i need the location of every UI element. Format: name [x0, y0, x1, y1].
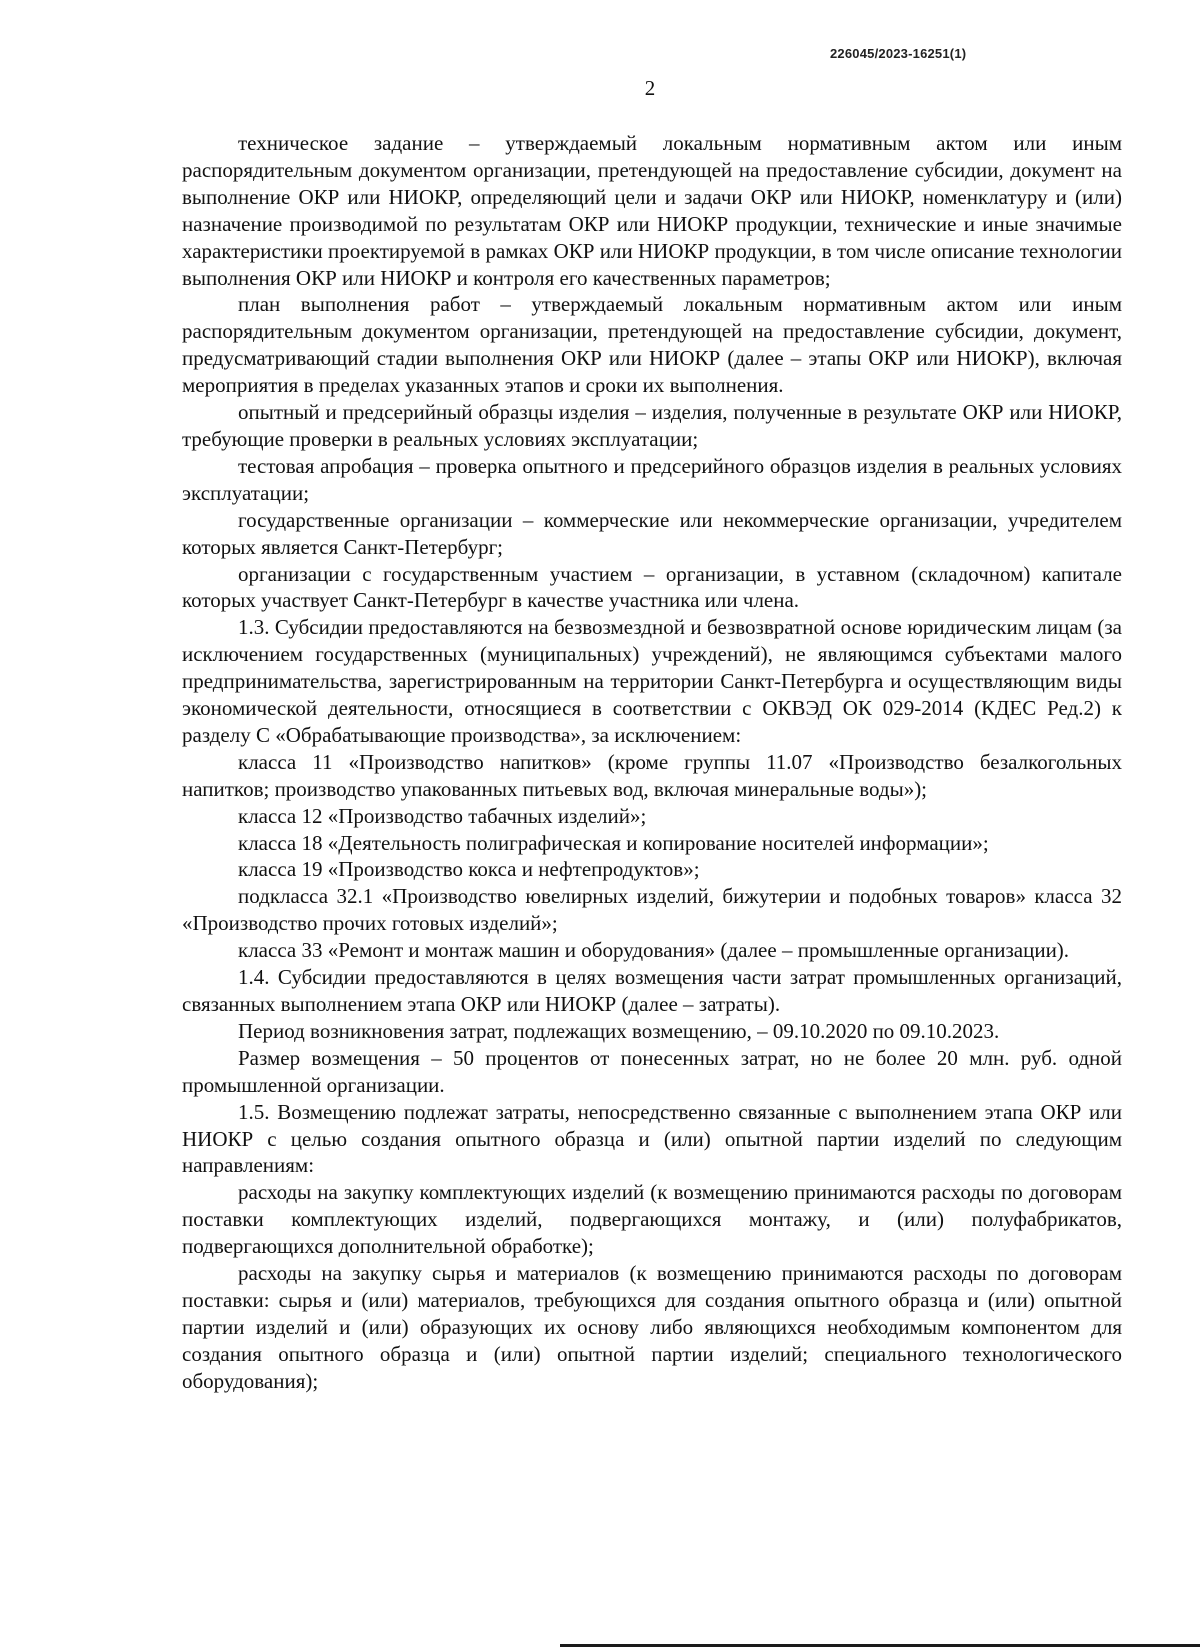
paragraph-class-18: класса 18 «Деятельность полиграфическая и копирование носителей информации»;	[238, 830, 989, 855]
paragraph-prototype: опытный и предсерийный образцы изделия – изделия, полученные в результате ОКР или НИОКР, требующие проверки в реальных условиях эксплуатации;	[182, 400, 1122, 451]
document-body	[182, 130, 1122, 1395]
paragraph-work-plan: план выполнения работ – утверждаемый локальным нормативным актом или иным распорядительным документом организации, претендующей на предоставление субсидии, документ, предусматривающий стадии выполнения ОКР или НИОКР (далее – этапы ОКР или НИОКР), включая мероприятия в пределах указанных этапов и сроки их выполнения.	[182, 292, 1122, 398]
paragraph-compensation-size: Размер возмещения – 50 процентов от понесенных затрат, но не более 20 млн. руб. одной промышленной организации.	[182, 1045, 1122, 1097]
paragraph-state-organizations: государственные организации – коммерческие или некоммерческие организации, учредителем которых является Санкт-Петербург;	[182, 507, 1122, 559]
paragraph-technical-task: техническое задание – утверждаемый локальным нормативным актом или иным распорядительным документом организации, претендующей на предоставление субсидии, документ на выполнение ОКР или НИОКР, определяющий цели и задачи ОКР или НИОКР, номенклатуру и (или) назначение производимой по результатам ОКР или НИОКР продукции, технические и иные значимые характеристики проектируемой в рамках ОКР или НИОКР продукции, в том числе описание технологии выполнения ОКР или НИОКР и контроля его качественных параметров;	[182, 131, 1122, 290]
paragraph-subclass-32-1: подкласса 32.1 «Производство ювелирных изделий, бижутерии и подобных товаров» класса 32 «Производство прочих готовых изделий»;	[182, 884, 1122, 936]
paragraph-components-costs: расходы на закупку комплектующих изделий (к возмещению принимаются расходы по договорам поставки комплектующих изделий, подвергающихся монтажу, и (или) полуфабрикатов, подвергающихся дополнительной обработке);	[182, 1180, 1122, 1259]
page-number: 2	[644, 76, 656, 100]
paragraph-class-12: класса 12 «Производство табачных изделий»;	[238, 803, 647, 828]
paragraph-class-11: класса 11 «Производство напитков» (кроме группы 11.07 «Производство безалкогольных напитков; производство упакованных питьевых вод, включая минеральные воды»);	[182, 749, 1122, 801]
paragraph-state-participation: организации с государственным участием – организации, в уставном (складочном) капитале которых участвует Санкт-Петербург в качестве участника или члена.	[182, 561, 1122, 613]
scan-edge-line	[560, 1644, 1200, 1647]
paragraph-class-33: класса 33 «Ремонт и монтаж машин и оборудования» (далее – промышленные организации).	[238, 938, 1070, 963]
paragraph-1-4: 1.4. Субсидии предоставляются в целях возмещения части затрат промышленных организаций, связанных выполнением этапа ОКР или НИОКР (далее – затраты).	[182, 965, 1122, 1016]
paragraph-cost-period: Период возникновения затрат, подлежащих возмещению, – 09.10.2020 по 09.10.2023.	[238, 1018, 1000, 1043]
paragraph-materials-costs: расходы на закупку сырья и материалов (к возмещению принимаются расходы по договорам поставки: сырья и (или) материалов, требующихся для создания опытного образца и (или) опытной партии изделий и (или) образующих их основу либо являющихся необходимым компонентом для создания опытного образца и (или) опытной партии изделий; специального технологического оборудования);	[182, 1261, 1122, 1393]
paragraph-1-3: 1.3. Субсидии предоставляются на безвозмездной и безвозвратной основе юридическим лицам (за исключением государственных (муниципальных) учреждений), не являющимся субъектами малого предпринимательства, зарегистрированным на территории Санкт-Петербурга и осуществляющим виды экономической деятельности, относящиеся в соответствии с ОКВЭД ОК 029-2014 (КДЕС Ред.2) к разделу С «Обрабатывающие производства», за исключением:	[182, 615, 1122, 747]
paragraph-class-19: класса 19 «Производство кокса и нефтепродуктов»;	[238, 857, 700, 882]
paragraph-test-approbation: тестовая апробация – проверка опытного и предсерийного образцов изделия в реальных условиях эксплуатации;	[182, 453, 1122, 505]
registration-number: 226045/2023-16251(1)	[830, 46, 967, 61]
paragraph-1-5: 1.5. Возмещению подлежат затраты, непосредственно связанные с выполнением этапа ОКР или НИОКР с целью создания опытного образца и (или) опытной партии изделий по следующим направлениям:	[182, 1099, 1122, 1178]
